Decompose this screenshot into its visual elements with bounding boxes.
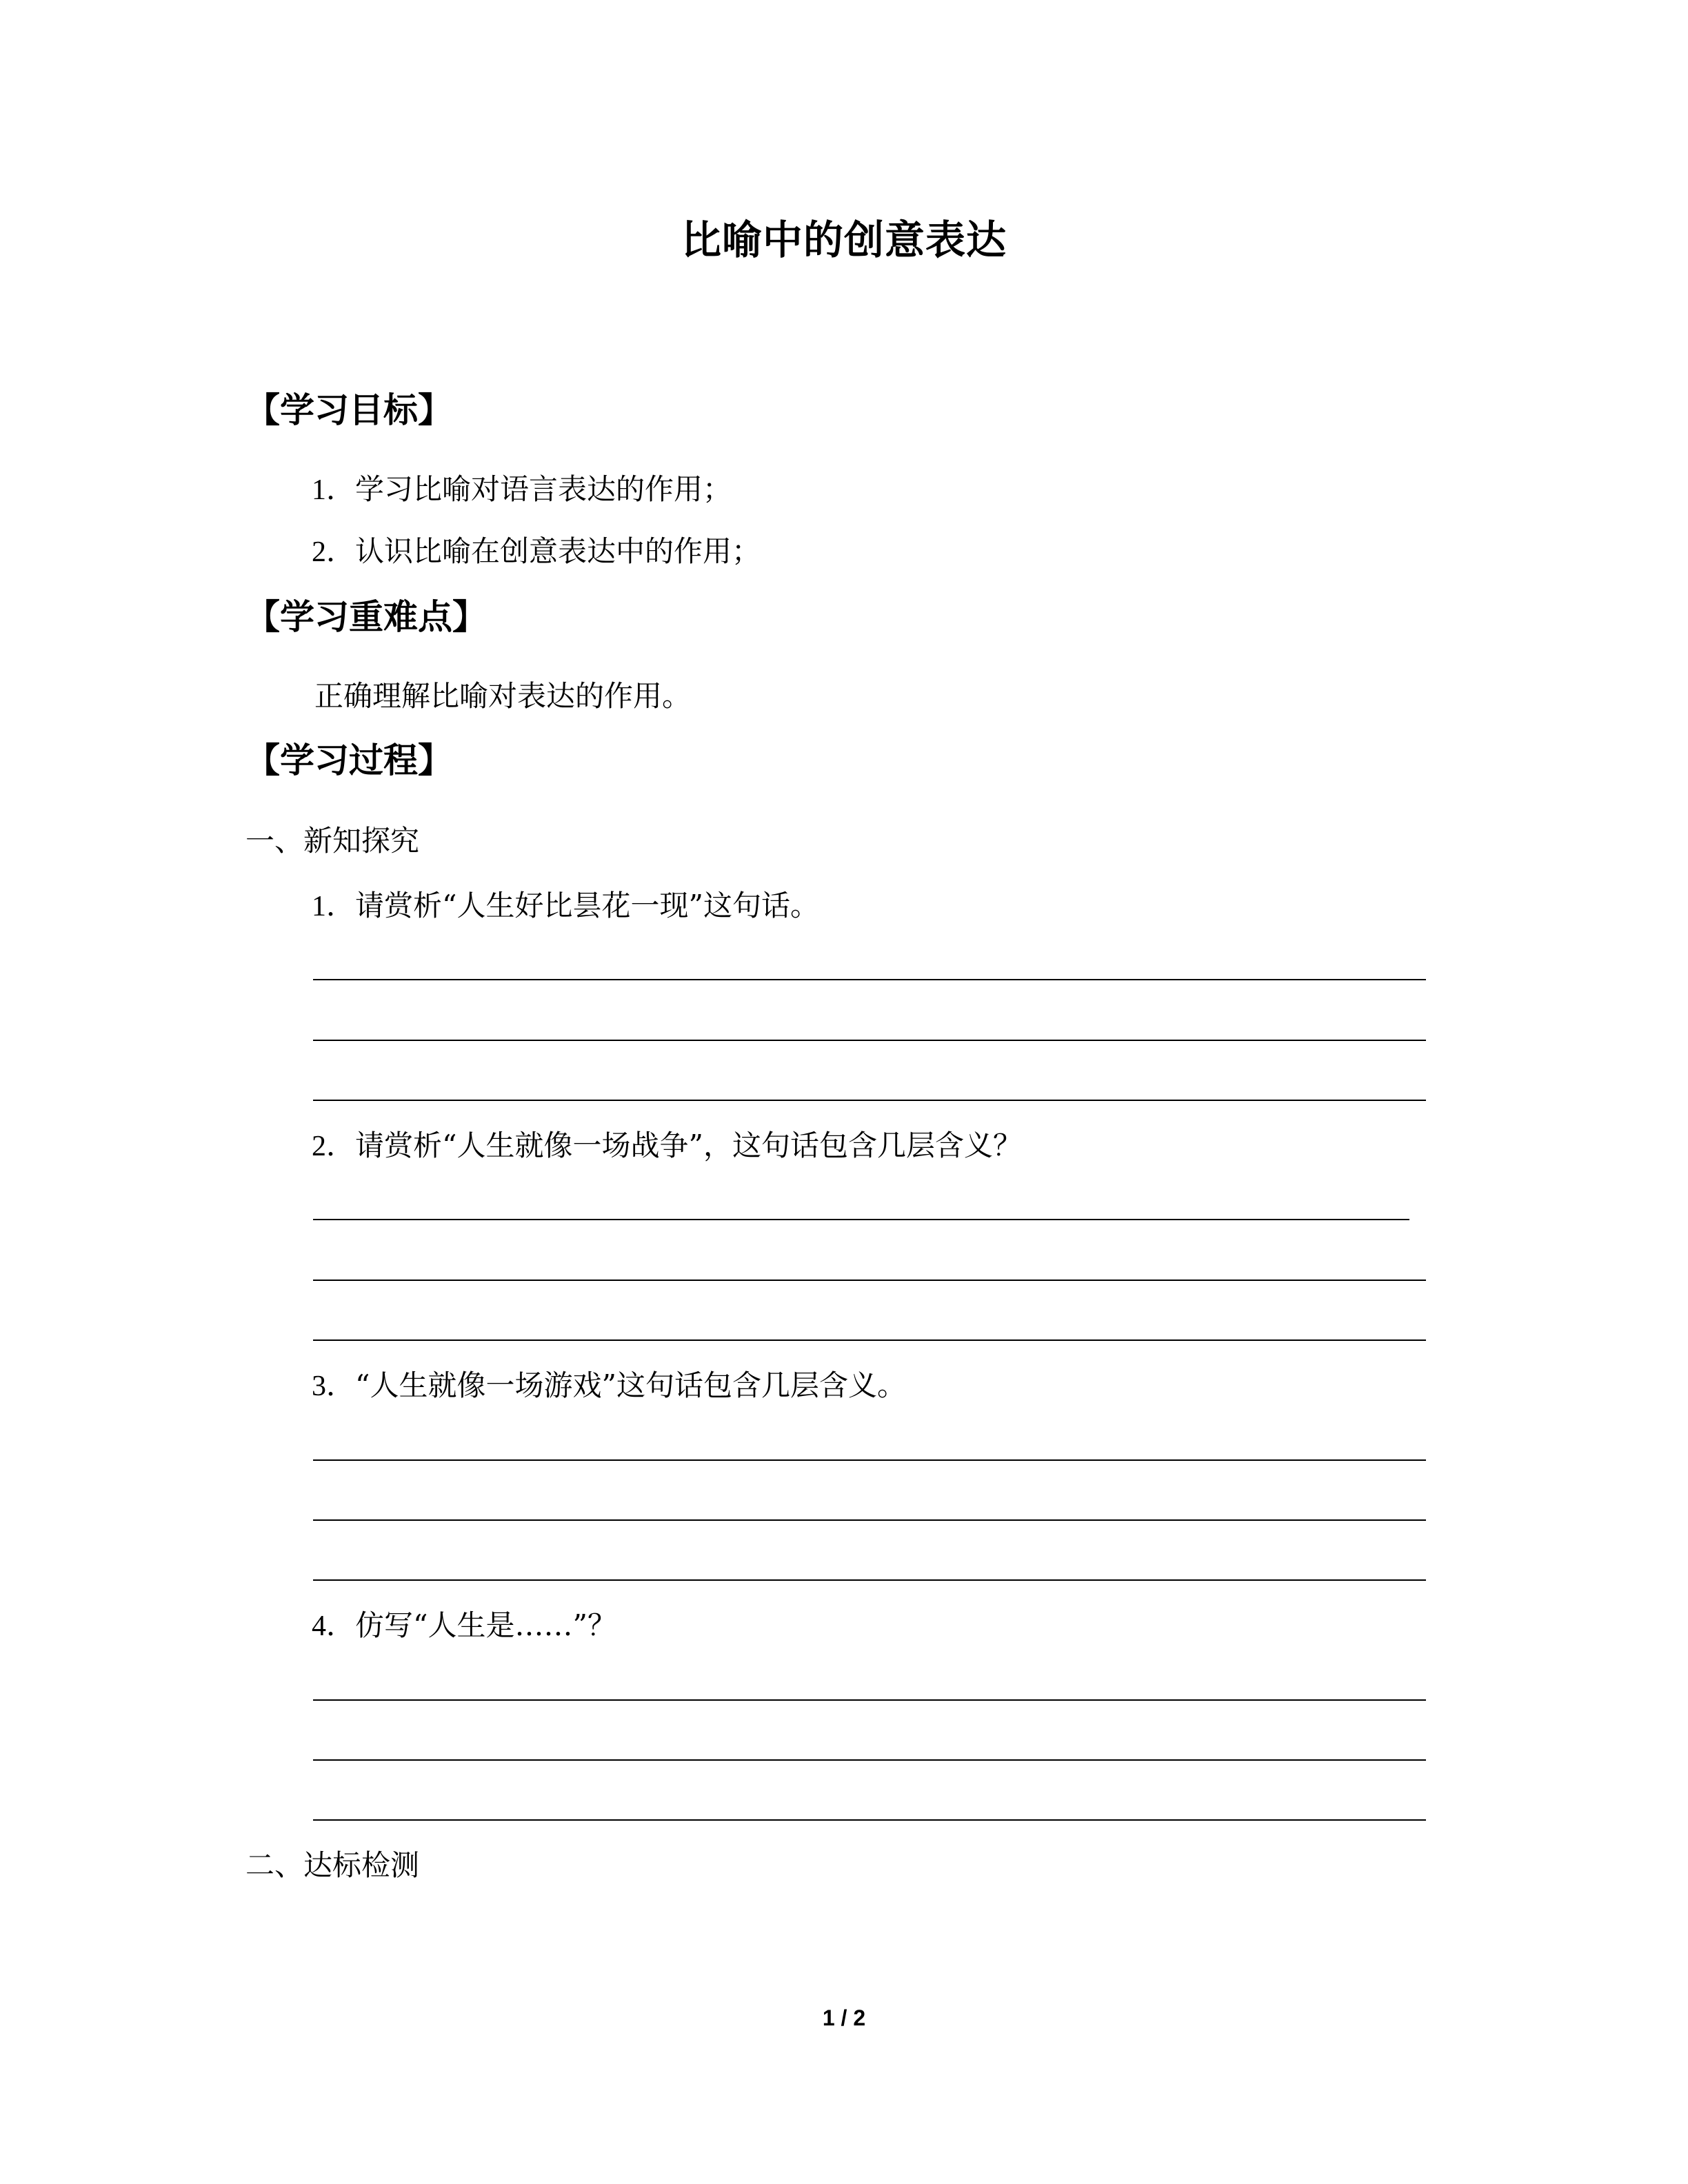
answer-line[interactable] [313, 979, 1426, 980]
part1-label: 一、新知探究 [245, 824, 420, 858]
question-2-text: 请赏析“人生就像一场战争”，这句话包含几层含义？ [355, 1129, 1022, 1162]
objective-item-1 [312, 469, 732, 511]
part2-label: 二、达标检测 [245, 1848, 420, 1882]
page-number: 1 / 2 [822, 2005, 866, 2030]
objective-item-2-number: 2． [312, 536, 356, 568]
question-4 [312, 1605, 616, 1647]
answer-line[interactable] [313, 1339, 1426, 1341]
objective-item-2 [312, 531, 761, 573]
objective-item-2-text: 认识比喻在创意表达中的作用； [355, 534, 761, 568]
objective-item-1-number: 1． [312, 474, 356, 506]
answer-line[interactable] [313, 1699, 1426, 1701]
answer-line[interactable] [313, 1819, 1426, 1821]
answer-line[interactable] [313, 1519, 1426, 1521]
question-4-text: 仿写“人生是……”？ [355, 1608, 616, 1642]
answer-line[interactable] [313, 1459, 1426, 1461]
question-1-text: 请赏析“人生好比昙花一现”这句话。 [355, 889, 819, 922]
key-points-text: 正确理解比喻对表达的作用。 [314, 679, 692, 713]
question-1 [312, 885, 819, 927]
answer-line[interactable] [313, 1040, 1426, 1041]
question-1-number: 1． [312, 891, 356, 922]
question-3-text: “人生就像一场游戏”这句话包含几层含义。 [355, 1368, 906, 1402]
question-3 [312, 1365, 906, 1407]
question-2 [312, 1125, 1022, 1167]
heading-learning-process: 【学习过程】 [245, 740, 452, 780]
question-4-number: 4． [312, 1610, 356, 1642]
answer-line[interactable] [313, 1100, 1426, 1101]
question-3-number: 3． [312, 1371, 356, 1402]
answer-line[interactable] [313, 1759, 1426, 1761]
answer-line[interactable] [313, 1280, 1426, 1281]
question-2-number: 2． [312, 1131, 356, 1162]
heading-learning-objectives: 【学习目标】 [245, 390, 452, 430]
answer-line[interactable] [313, 1579, 1426, 1581]
objective-item-1-text: 学习比喻对语言表达的作用； [355, 472, 732, 506]
answer-line[interactable] [313, 1219, 1409, 1220]
heading-key-points: 【学习重难点】 [245, 597, 487, 637]
page-title: 比喻中的创意表达 [681, 216, 1007, 263]
